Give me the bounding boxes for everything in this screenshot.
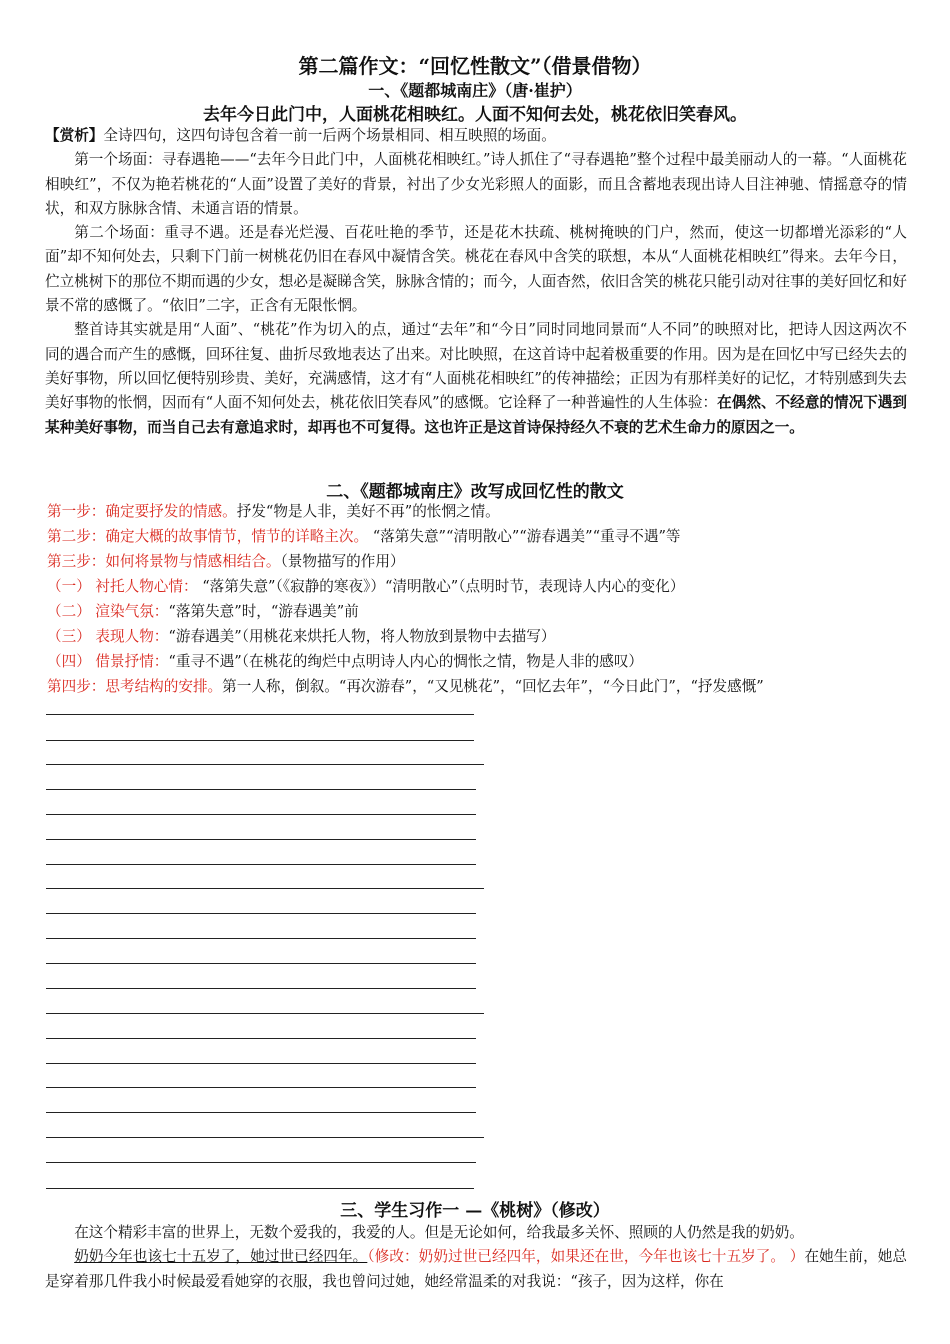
writing-line	[46, 1087, 476, 1088]
writing-line	[46, 1137, 484, 1138]
analysis-paragraph-2: 第二个场面：重寻不遇。还是春光烂漫、百花吐艳的季节，还是花木扶疏、桃树掩映的门户，然而，使这一切都增光添彩的“人面”却不知何处去，只剩下门前一树桃花仍旧在春风中凝情含笑。桃花在春风中含笑的联想，本从“人面桃花相映红”得来。去年今日，伫立桃树下的那位不期而遇的少女，想必是凝睇含笑，脉脉含情的；而今，人面杳然，依旧含笑的桃花只能引动对往事的美好回忆和好景不常的感慨了。“依旧”二字，正含有无限怅惘。	[45, 224, 907, 315]
writing-line	[46, 814, 476, 815]
step-3-item-1: （一） 衬托人物心情： “落第失意”（《寂静的寒夜》）“清明散心”（点明时节，表现诗人内心的变化）	[47, 578, 685, 595]
section3-heading: 三、学生习作一 —《桃树》（修改）	[340, 1201, 610, 1221]
step-1: 第一步：确定要抒发的情感。抒发“物是人非，美好不再”的怅惘之情。	[47, 503, 500, 520]
writing-line	[46, 740, 474, 741]
essay-paragraph-2: 奶奶今年也该七十五岁了，她过世已经四年。（修改：奶奶过世已经四年，如果还在世，今年也该七十五岁了。 ）在她生前，她总是穿着那几件我小时候最爱看她穿的衣服，我也曾问过她，她经常温柔的对我说：“孩子，因为这样，你在	[45, 1248, 907, 1290]
writing-line	[46, 938, 476, 939]
analysis-intro: 【赏析】全诗四句，这四句诗包含着一前一后两个场景相同、相互映照的场面。	[45, 127, 556, 144]
writing-line	[46, 1063, 476, 1064]
step-3-item-4: （四） 借景抒情：“重寻不遇”（在桃花的绚烂中点明诗人内心的惆怅之情，物是人非的感叹）	[47, 653, 644, 670]
writing-line	[46, 864, 476, 865]
poem-text: 去年今日此门中，人面桃花相映红。人面不知何去处，桃花依旧笑春风。	[203, 105, 747, 125]
section1-heading: 一、《题都城南庄》（唐·崔护）	[368, 81, 582, 100]
essay-underlined-sentence: 奶奶今年也该七十五岁了，她过世已经四年。	[74, 1248, 368, 1266]
writing-line	[46, 888, 484, 889]
writing-line	[46, 764, 484, 765]
analysis-label: 【赏析】	[45, 127, 104, 144]
writing-line	[46, 1112, 476, 1113]
analysis-conclusion: 在偶然、不经意的情况下遇到某种美好事物，而当自己去有意追求时，却再也不可复得。这也许正是这首诗保持经久不衰的艺术生命力的原因之一。	[45, 394, 907, 436]
writing-line	[46, 714, 474, 715]
essay-revision-note: （修改：奶奶过世已经四年，如果还在世，今年也该七十五岁了。 ）	[367, 1248, 805, 1266]
analysis-paragraph-1: 第一个场面：寻春遇艳——“去年今日此门中，人面桃花相映红。”诗人抓住了“寻春遇艳”整个过程中最美丽动人的一幕。“人面桃花相映红”，不仅为艳若桃花的“人面”设置了美好的背景，衬出了少女光彩照人的面影，而且含蓄地表现出诗人目注神驰、情摇意夺的情状，和双方脉脉含情、未通言语的情景。	[45, 151, 907, 217]
writing-line	[46, 913, 476, 914]
writing-line	[46, 1162, 476, 1163]
analysis-paragraph-3: 整首诗其实就是用“人面”、“桃花”作为切入的点，通过“去年”和“今日”同时同地同景而“人不同”的映照对比，把诗人因这两次不同的遇合而产生的感慨，回环往复、曲折尽致地表达了出来。对比映照，在这首诗中起着极重要的作用。因为是在回忆中写已经失去的美好事物，所以回忆便特别珍贵、美好，充满感情，这才有“人面桃花相映红”的传神描绘；正因为有那样美好的记忆，才特别感到失去美好事物的怅惘，因而有“人面不知何处去，桃花依旧笑春风”的感慨。它诠释了一种普遍性的人生体验：在偶然、不经意的情况下遇到某种美好事物，而当自己去有意追求时，却再也不可复得。这也许正是这首诗保持经久不衰的艺术生命力的原因之一。	[45, 321, 907, 436]
writing-line	[46, 963, 476, 964]
writing-line	[46, 789, 476, 790]
step-3-item-3: （三） 表现人物：“游春遇美”（用桃花来烘托人物，将人物放到景物中去描写）	[47, 628, 556, 645]
writing-line	[46, 839, 476, 840]
step-2: 第二步：确定大概的故事情节，情节的详略主次。 “落第失意”“清明散心”“游春遇美”“重寻不遇”等	[47, 528, 681, 545]
step-3: 第三步：如何将景物与情感相结合。（景物描写的作用）	[47, 553, 405, 570]
main-title: 第二篇作文：“回忆性散文”（借景借物）	[298, 54, 652, 78]
step-4: 第四步：思考结构的安排。第一人称，倒叙。“再次游春”，“又见桃花”，“回忆去年”，“今日此门”，“抒发感慨”	[47, 678, 764, 695]
writing-line	[46, 1038, 476, 1039]
writing-line	[46, 1013, 484, 1014]
step-3-item-2: （二） 渲染气氛：“落第失意”时，“游春遇美”前	[47, 603, 359, 620]
writing-line	[46, 988, 476, 989]
section2-heading: 二、《题都城南庄》改写成回忆性的散文	[326, 482, 624, 502]
student-essay	[45, 1221, 907, 1294]
essay-paragraph-1: 在这个精彩丰富的世界上，无数个爱我的，我爱的人。但是无论如何，给我最多关怀、照顾的人仍然是我的奶奶。	[74, 1224, 804, 1241]
analysis-block	[45, 124, 907, 440]
writing-line	[46, 1188, 474, 1189]
